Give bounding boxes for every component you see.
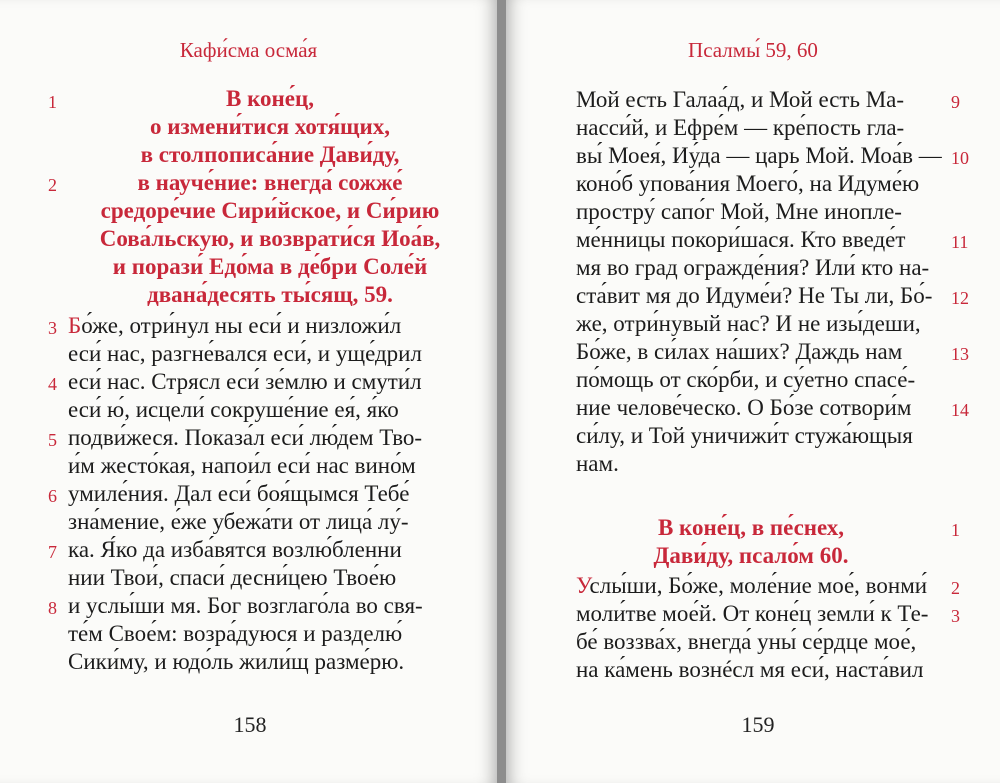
verse-number: 6 bbox=[48, 486, 57, 506]
text-line: по́мощь от ско́рби, и су́етно спасе́- bbox=[576, 367, 916, 392]
text-line: Бо́же, отри́нул ны еси́ и низложи́л bbox=[68, 313, 402, 338]
text-line: нии Твои́, спаси́ десни́цею Твое́ю bbox=[68, 565, 397, 590]
psalm-title-line: средоре́чие Сири́йское, и Си́рию bbox=[100, 198, 440, 223]
verse-number: 11 bbox=[951, 232, 969, 252]
text-line: Бо́же, в си́лах на́ших? Даждь нам bbox=[576, 339, 903, 364]
text-line: и́м жесто́кая, напои́л еси́ нас вино́м bbox=[68, 453, 416, 478]
verse-number: 3 bbox=[951, 606, 960, 626]
text-line: Сики́му, и юдо́ль жили́щ разме́рю. bbox=[68, 649, 405, 674]
text-line: зна́мение, е́же убежа́ти от лица́ лу́- bbox=[68, 509, 409, 534]
psalm-title-line: в науче́ние: внегда́ сожже́ bbox=[137, 170, 403, 195]
psalm-title-line: Сова́льскую, и возврати́ся Иоа́в, bbox=[99, 226, 441, 251]
text-line: вы́ Моея́, Иу́да — царь Мой. Моа́в — bbox=[576, 143, 942, 168]
verse-number: 14 bbox=[951, 400, 969, 420]
text-line: си́лу, и Той уничижи́т стужа́ющыя bbox=[576, 423, 913, 448]
book-gutter bbox=[497, 0, 506, 783]
right-page bbox=[506, 0, 1000, 783]
verse-number: 13 bbox=[951, 344, 969, 364]
verse-number: 5 bbox=[48, 430, 57, 450]
psalm-title-line: и порази́ Едо́ма в де́бри Соле́й bbox=[112, 254, 428, 279]
text-line: на ка́мень вознéсл мя еси́, наста́вил bbox=[576, 657, 924, 682]
verse-number: 4 bbox=[48, 374, 57, 394]
drop-initial: У bbox=[576, 573, 590, 598]
page-number: 158 bbox=[233, 712, 267, 737]
text-line: Услы́ши, Бо́же, моле́ние мое́, вонми́ bbox=[576, 573, 928, 598]
verse-number: 1 bbox=[48, 92, 57, 112]
verse-number: 12 bbox=[951, 288, 969, 308]
verse-number: 8 bbox=[48, 598, 57, 618]
text-line: коно́б упова́ния Моего́, на Идуме́ю bbox=[576, 171, 920, 196]
psalm-title-line: В коне́ц, bbox=[225, 86, 314, 111]
psalm-title-line: Дави́ду, псало́м 60. bbox=[653, 543, 849, 568]
page-header: Псалмы́ 59, 60 bbox=[688, 38, 818, 62]
text-line: подви́жеся. Показа́л еси́ лю́дем Тво- bbox=[68, 425, 423, 450]
verse-number: 10 bbox=[951, 148, 969, 168]
text-line: насси́й, и Ефре́м — кре́пость гла- bbox=[576, 115, 905, 140]
text-line: моли́тве мое́й. От коне́ц земли́ к Те- bbox=[576, 601, 929, 626]
text-line: нам. bbox=[576, 451, 619, 476]
text-line: ние челове́ческо. О Бо́зе сотвори́м bbox=[576, 395, 912, 420]
verse-number: 9 bbox=[951, 92, 960, 112]
page-number: 159 bbox=[741, 712, 775, 737]
text-line: еси́ ю́, исцели́ сокруше́ние ея́, я́ко bbox=[68, 397, 399, 422]
text-line: простру́ сапо́г Мой, Мне иноплe- bbox=[576, 199, 902, 224]
text-line: бе́ воззва́х, внегда́ уны́ се́рдце мое́, bbox=[576, 629, 917, 654]
verse-number: 2 bbox=[48, 175, 57, 195]
text-line: еси́ нас. Стрясл еси́ зе́млю и смути́л bbox=[68, 369, 422, 394]
text-line: умиле́ния. Дал еси́ боя́щымся Тебе́ bbox=[68, 481, 410, 506]
text-line: ме́нницы покори́шася. Кто введе́т bbox=[576, 227, 906, 252]
page-header: Кафи́сма осма́я bbox=[179, 38, 318, 62]
text-line: мя во град огражде́ния? Или́ кто на- bbox=[576, 255, 930, 280]
text-line: Мой есть Галаа́д, и Мой есть Ма- bbox=[576, 87, 905, 112]
drop-initial: Б bbox=[68, 313, 82, 338]
psalm-title-line: В коне́ц, в пе́снех, bbox=[657, 515, 845, 540]
psalm-title-line: в столпописа́ние Дави́ду, bbox=[140, 142, 400, 167]
verse-number: 1 bbox=[951, 520, 960, 540]
verse-number: 7 bbox=[48, 542, 57, 562]
text-line: ка. Я́ко да изба́вятся возлю́бленни bbox=[68, 537, 402, 562]
text-line: же, отри́нувый нас? И не изы́деши, bbox=[576, 311, 921, 336]
text-line: ста́вит мя до Идуме́и? Не Ты ли, Бо́- bbox=[576, 283, 933, 308]
verse-number: 2 bbox=[951, 578, 960, 598]
text-line: и услы́ши мя. Бог возглаго́ла во свя- bbox=[68, 593, 423, 618]
left-page bbox=[0, 0, 497, 783]
verse-number: 3 bbox=[48, 318, 57, 338]
text-line: еси́ нас, разгне́вался еси́, и уще́дрил bbox=[68, 341, 422, 366]
psalm-title-line: двана́десять ты́сящ, 59. bbox=[147, 282, 393, 307]
text-line: те́м Свое́м: возра́дуюся и разделю́ bbox=[68, 621, 403, 646]
psalm-title-line: о измени́тися хотя́щих, bbox=[150, 114, 390, 139]
